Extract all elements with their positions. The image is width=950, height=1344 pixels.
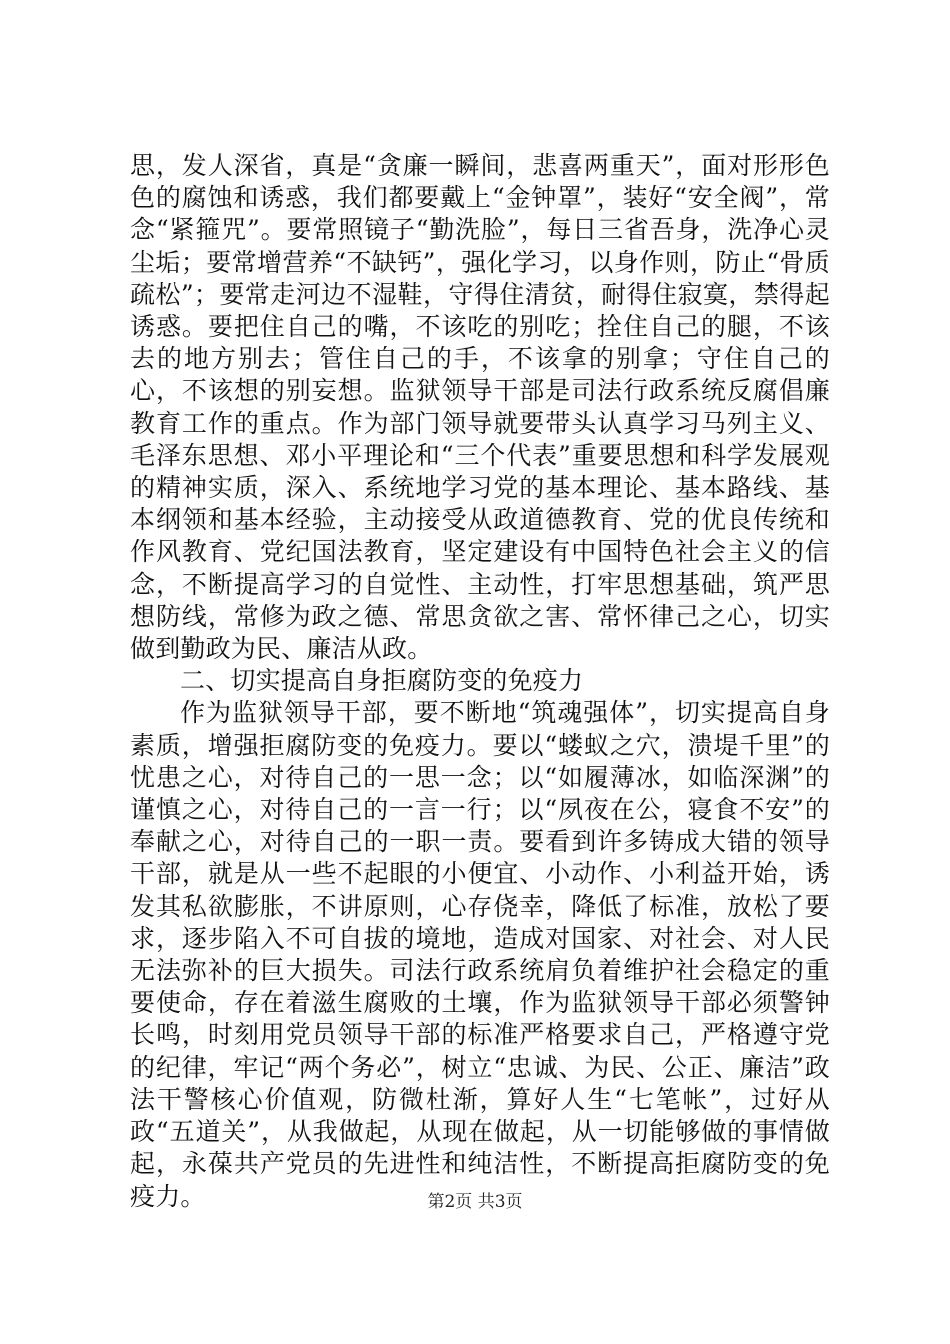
body-paragraph-continued: 思，发人深省，真是“贪廉一瞬间，悲喜两重天”，面对形形色色的腐蚀和诱惑，我们都要戴上“金钟罩”，装好“安全阀”，常念“紧箍咒”。要常照镜子“勤洗脸”，每日三省吾身，洗净心灵尘垢；要常增营养“不缺钙”，强化学习，以身作则，防止“骨质疏松”；要常走河边不湿鞋，守得住清贫，耐得住寂寞，禁得起诱惑。要把住自己的嘴，不该吃的别吃；拴住自己的腿，不该去的地方别去；管住自己的手，不该拿的别拿；守住自己的心，不该想的别妄想。监狱领导干部是司法行政系统反腐倡廉教育工作的重点。作为部门领导就要带头认真学习马列主义、毛泽东思想、邓小平理论和“三个代表”重要思想和科学发展观的精神实质，深入、系统地学习党的基本理论、基本路线、基本纲领和基本经验，主动接受从政道德教育、党的优良传统和作风教育、党纪国法教育，坚定建设有中国特色社会主义的信念，不断提高学习的自觉性、主动性，打牢思想基础，筑严思想防线，常修为政之德、常思贪欲之害、常怀律己之心，切实做到勤政为民、廉洁从政。	[130, 151, 830, 664]
page-number-footer: 第2页 共3页	[427, 1192, 523, 1212]
body-paragraph: 作为监狱领导干部，要不断地“筑魂强体”，切实提高自身素质，增强拒腐防变的免疫力。要以“蝼蚁之穴，溃堤千里”的忧患之心，对待自己的一思一念；以“如履薄冰，如临深渊”的谨慎之心，对待自己的一言一行；以“夙夜在公，寝食不安”的奉献之心，对待自己的一职一责。要看到许多铸成大错的领导干部，就是从一些不起眼的小便宜、小动作、小利益开始，诱发其私欲膨胀，不讲原则，心存侥幸，降低了标准，放松了要求，逐步陷入不可自拔的境地，造成对国家、对社会、对人民无法弥补的巨大损失。司法行政系统肩负着维护社会稳定的重要使命，存在着滋生腐败的土壤，作为监狱领导干部必须警钟长鸣，时刻用党员领导干部的标准严格要求自己，严格遵守党的纪律，牢记“两个务必”，树立“忠诚、为民、公正、廉洁”政法干警核心价值观，防微杜渐，算好人生“七笔帐”，过好从政“五道关”，从我做起，从现在做起，从一切能够做的事情做起，永葆共产党员的先进性和纯洁性，不断提高拒腐防变的免疫力。	[130, 698, 830, 1211]
document-body	[130, 150, 830, 1213]
section-heading: 二、切实提高自身拒腐防变的免疫力	[180, 666, 584, 696]
